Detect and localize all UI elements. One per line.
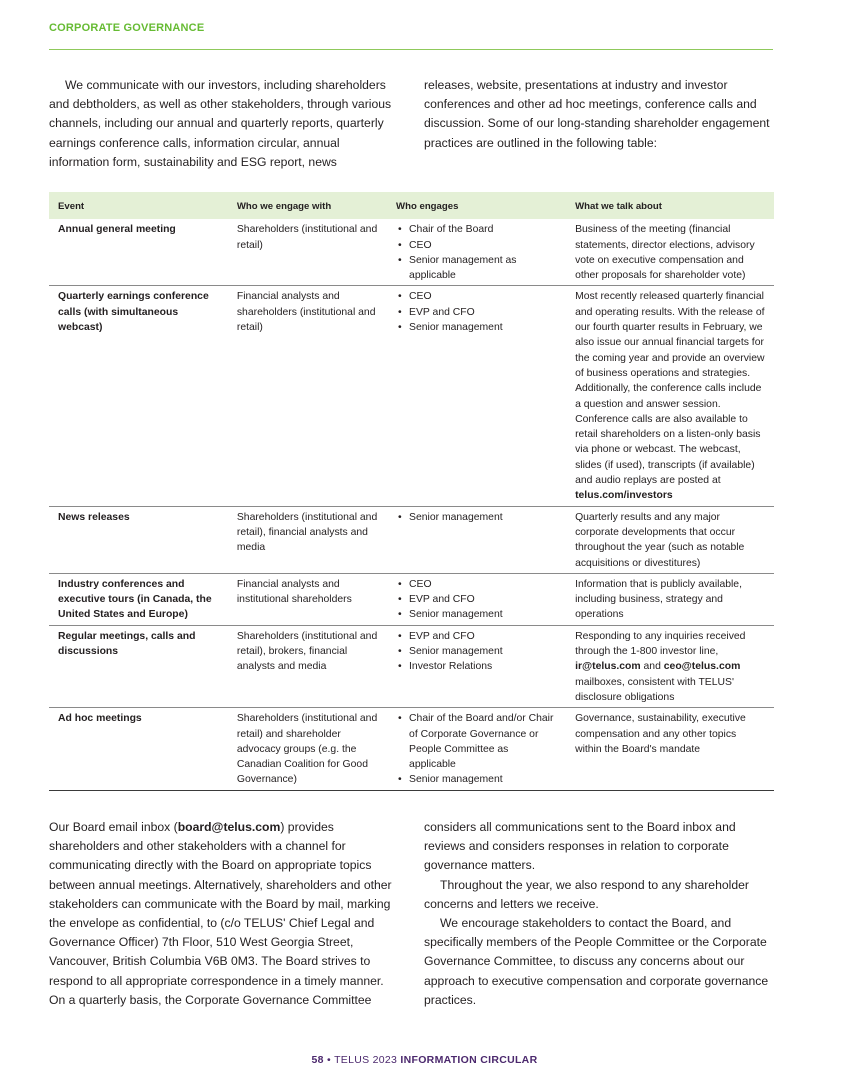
event-cell: Regular meetings, calls and discussions [49,625,228,707]
talk-text-post: mailboxes, consistent with TELUS' disclosure obligations [575,676,734,703]
talk-cell: Information that is publicly available, including business, strategy and operations [566,573,774,625]
header-rule [49,49,773,50]
talk-cell: Business of the meeting (financial statements, director elections, advisory vote on executive compensation and other proposals for shareholder vote) [575,224,755,282]
list-item: • EVP and CFO [396,305,557,320]
list-item: • EVP and CFO [396,592,557,607]
footer-separator: • [323,1054,335,1066]
event-cell: News releases [49,506,228,573]
talk-cell [566,286,774,506]
list-item: • Chair of the Board and/or Chair of Corporate Governance or People Committee as applicable [396,711,557,772]
table-row [49,219,774,286]
header-event: Event [49,192,228,219]
engagement-table [49,192,774,791]
talk-cell [566,625,774,707]
page-footer [0,1054,849,1066]
intro-paragraph-left: We communicate with our investors, including shareholders and debtholders, as well as other stakeholders, through various channels, including our annual and quarterly reports, quarterly earnings conference calls, information circular, annual information form, sustainability and ESG report, news [49,78,392,169]
ceo-email-link[interactable]: ceo@telus.com [663,661,741,673]
talk-cell: Quarterly results and any major corporate developments that occur throughout the year (such as notable acquisitions or divestitures) [566,506,774,573]
table-row [49,286,774,506]
bottom-paragraph-3: We encourage stakeholders to contact the Board, and specifically members of the People Committee or the Corporate Governance Committee, to discuss any concerns about our approach to executive compensation and corporate governance practices. [424,916,769,1007]
list-item: • Senior management [396,772,557,787]
board-text-pre: Our Board email inbox ( [49,820,178,834]
bottom-right-column [424,818,776,1010]
event-cell: Annual general meeting [58,224,176,236]
header-who-with: Who we engage with [228,192,387,219]
event-cell: Industry conferences and executive tours (in Canada, the United States and Europe) [49,573,228,625]
board-email-link[interactable]: board@telus.com [177,820,281,834]
talk-text: Responding to any inquiries received through the 1-800 investor line, [575,630,746,658]
list-item: • Senior management [396,607,557,622]
table-row [49,506,774,573]
board-text-post: ) provides shareholders and other stakeholders with a channel for communicating directly with the Board on appropriate topics between annual meetings. Alternatively, shareholders and other stakeholders can communicate with the Board by mail, marking the envelope as confidential, to (c/o TELUS' Chief Legal and Governance Officer) 7th Floor, 510 West Georgia Street, Vancouver, British Columbia V6B 0M3. The Board strives to respond to all appropriate correspondence in a timely manner. On a quarterly basis, the Corporate Governance Committee [49,820,392,1007]
list-item: • Investor Relations [396,659,557,674]
header-who-engages: Who engages [387,192,566,219]
section-title: CORPORATE GOVERNANCE [49,22,205,34]
who-engages-cell [387,573,566,625]
who-engages-cell [387,708,566,790]
investors-link[interactable]: telus.com/investors [575,490,673,502]
list-item: • Senior management [396,644,557,659]
who-with-cell: Shareholders (institutional and retail) and shareholder advocacy groups (e.g. the Canadian Coalition for Good Governance) [228,708,387,790]
list-item: • CEO [396,238,557,253]
board-inbox-paragraph [49,818,401,1010]
who-engages-cell [387,625,566,707]
list-item: • CEO [396,577,557,592]
intro-left-column [49,76,401,172]
who-engages-cell [387,286,566,506]
talk-cell: Governance, sustainability, executive compensation and any other topics within the Board's mandate [566,708,774,790]
event-cell: Quarterly earnings conference calls (with simultaneous webcast) [49,286,228,506]
page-number: 58 [311,1054,324,1066]
list-item: • EVP and CFO [396,629,557,644]
header-talk: What we talk about [566,192,774,219]
list-item: • Chair of the Board [396,222,557,237]
ir-email-link[interactable]: ir@telus.com [575,661,641,673]
who-engages-cell [387,219,566,286]
bottom-paragraph-1: considers all communications sent to the Board inbox and reviews and considers responses in relation to corporate governance matters. [424,820,736,873]
list-item: • Senior management as applicable [396,253,557,284]
who-with-cell: Financial analysts and shareholders (institutional and retail) [228,286,387,506]
table-row [49,573,774,625]
talk-and: and [640,661,664,673]
table-header-row [49,192,774,219]
bottom-left-column [49,818,401,1010]
who-with-cell: Shareholders (institutional and retail), financial analysts and media [228,506,387,573]
list-item: • CEO [396,289,557,304]
list-item: • Senior management [396,510,557,525]
who-with-cell: Shareholders (institutional and retail), brokers, financial analysts and media [228,625,387,707]
bottom-paragraph-2: Throughout the year, we also respond to any shareholder concerns and letters we receive. [424,877,749,911]
who-engages-cell [387,506,566,573]
footer-doc-title: INFORMATION CIRCULAR [400,1054,538,1066]
who-with-cell: Shareholders (institutional and retail) [236,224,378,251]
table-row [49,625,774,707]
intro-right-column [424,76,776,153]
who-with-cell: Financial analysts and institutional shareholders [228,573,387,625]
event-cell: Ad hoc meetings [49,708,228,790]
talk-text: Most recently released quarterly financial and operating results. With the release of our fourth quarter results in February, we also issue our annual financial targets for the coming year and provide an overview of business operations and strategies. Additionally, the conference calls include a question and answer session. Conference calls are also available to retail shareholders on a listen-only basis via phone or webcast. The webcast, slides (if used), transcripts (if available) and audio replays are posted at [575,291,765,487]
table-row [49,708,774,790]
footer-publisher: TELUS 2023 [334,1054,401,1066]
list-item: • Senior management [396,320,557,335]
intro-paragraph-right: releases, website, presentations at industry and investor conferences and other ad hoc meetings, conference calls and discussion. Some of our long-standing shareholder engagement practices are outlined in the following table: [424,78,770,150]
